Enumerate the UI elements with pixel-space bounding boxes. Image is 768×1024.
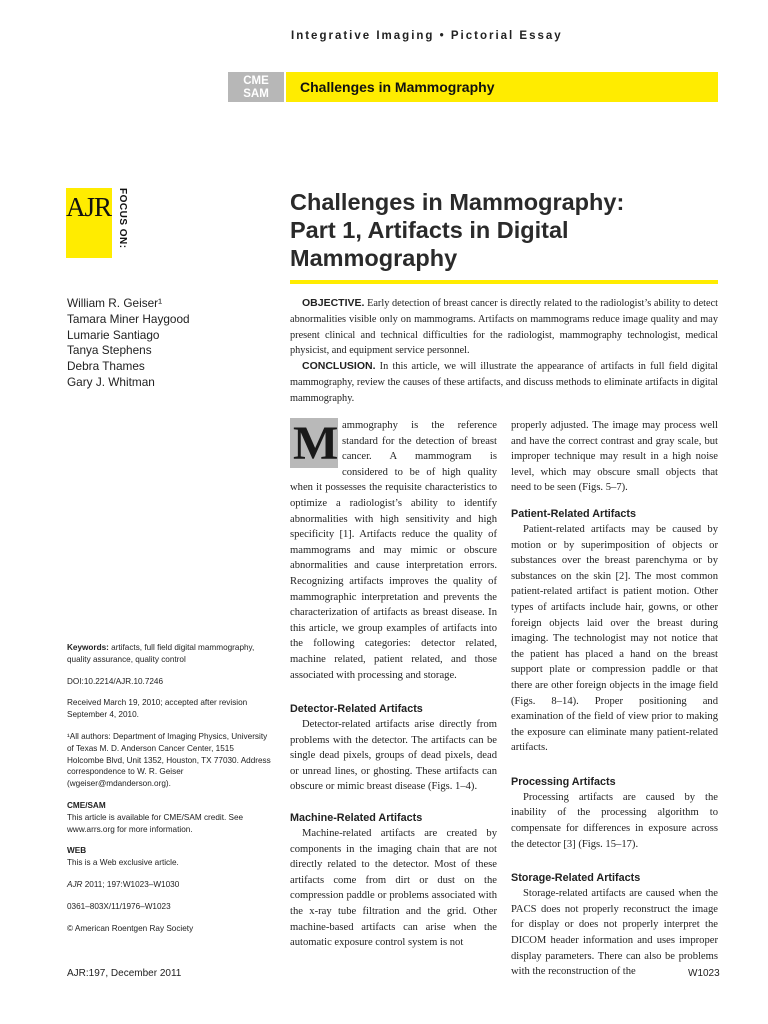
title-line-1: Challenges in Mammography: — [290, 189, 625, 215]
body-column-2 — [511, 418, 718, 980]
body-paragraph: properly adjusted. The image may process well and have the correct contrast and gray scale, but improper technique may result in a high noise level, which may obscure small objects that need to be seen (Figs. 5–7). — [511, 420, 718, 494]
section-heading: Patient-Related Artifacts — [511, 507, 636, 520]
author-name: Tanya Stephens — [67, 343, 152, 358]
body-paragraph: Detector-related artifacts arise directly from problems with the detector. The artifacts can be single dead pixels, groups of dead pixels, dead or unread lines, or ghosting. These artifacts can obscure or mimic breast disease (Figs. 1–4). — [290, 719, 497, 793]
title-line-3: Mammography — [290, 245, 458, 271]
cme-text: This article is available for CME/SAM credit. See www.arrs.org for more information. — [67, 812, 244, 834]
web-text: This is a Web exclusive article. — [67, 858, 179, 868]
keywords-label: Keywords: — [67, 643, 109, 652]
running-header: Integrative Imaging • Pictorial Essay — [291, 30, 563, 42]
body-paragraph: Machine-related artifacts are created by components in the imaging chain that are not directly related to the detector. Most of these artifacts come from dirt or dust on the compression paddle or problems associated with the x-ray tube filtration and the grid. Other machine-based artifacts can arise when the automatic exposure control system is not — [290, 828, 497, 949]
abstract-objective — [290, 296, 718, 359]
logo-focus-text: FOCUS ON: — [117, 188, 128, 249]
received-dates: Received March 19, 2010; accepted after revision September 4, 2010. — [67, 698, 248, 720]
citation — [67, 879, 272, 891]
keywords-text: artifacts, full field digital mammography, quality assurance, quality control — [67, 643, 255, 664]
issn: 0361–803X/11/1976–W1023 — [67, 901, 171, 911]
article-title — [290, 188, 720, 272]
copyright: © American Roentgen Ray Society — [67, 923, 194, 933]
citation-journal: AJR — [67, 879, 83, 889]
citation-details: 2011; 197:W1023–W1030 — [82, 879, 180, 889]
section-heading: Storage-Related Artifacts — [511, 872, 641, 885]
section-heading: Detector-Related Artifacts — [290, 703, 423, 716]
drop-cap-letter: M — [293, 417, 339, 470]
objective-label: OBJECTIVE. — [302, 297, 365, 309]
doi: DOI:10.2214/AJR.10.7246 — [67, 676, 164, 686]
author-name: Lumarie Santiago — [67, 327, 160, 342]
title-line-2: Part 1, Artifacts in Digital — [290, 217, 569, 243]
badge-line-1: CME — [243, 75, 269, 87]
body-paragraph: Storage-related artifacts are caused when the PACS does not properly reconstruct the image for display or does not properly interpret the DICOM header information and uses improper display parameters. There can also be problems with the reconstruction of the — [511, 888, 718, 978]
footer-journal-issue: AJR:197, December 2011 — [67, 968, 182, 979]
author-name: Debra Thames — [67, 359, 145, 374]
body-column-1 — [290, 418, 497, 951]
body-paragraph: Patient-related artifacts may be caused by motion or by superimposition of objects or substances over the breast parenchyma or by substances on the skin [2]. The most common patient-related artifact is patient motion. Other types of artifacts include hair, gowns, or other foreign objects laid over the breast during imaging. The technologist may not notice that the patient has placed a hand on the breast support plate or compression paddle or that there are other foreign objects in the image field (Figs. 8–14). Proper positioning and examination of the field of view prior to making the exposure can eliminate many patient-related artifacts. — [511, 523, 718, 754]
cme-sam-badge — [228, 72, 284, 102]
section-title: Challenges in Mammography — [300, 79, 495, 95]
author-name: Tamara Miner Haygood — [67, 311, 190, 326]
article-sidebar — [67, 642, 272, 944]
drop-cap-spacer — [290, 418, 342, 474]
cme-heading: CME/SAM — [67, 800, 106, 810]
web-heading: WEB — [67, 846, 87, 856]
section-banner — [286, 72, 718, 102]
author-list — [67, 296, 190, 391]
section-heading: Processing Artifacts — [511, 775, 616, 788]
abstract-conclusion — [290, 359, 718, 406]
section-heading: Machine-Related Artifacts — [290, 812, 423, 825]
title-rule — [290, 280, 718, 284]
intro-paragraph: ammography is the reference standard for the detection of breast cancer. A mammogram is considered to be of high quality when it possesses the requisite characteristics to optimize a radiologist’s ability to identify abnormalities with high sensitivity and high specificity [1]. Artifacts reduce the quality of mammograms and may mimic or obscure abnormalities and cause interpretation errors. Recognizing artifacts improves the quality of mammographic interpretation and prevents the characterization of artifacts as breast disease. In this article, we group examples of artifacts into the following categories: detector related, machine related, patient related, and those associated with processing and storage. — [290, 420, 497, 681]
abstract — [290, 296, 718, 407]
logo-ajr-text: AJR — [66, 192, 112, 222]
author-name: Gary J. Whitman — [67, 374, 155, 389]
ajr-focus-logo — [66, 188, 126, 260]
keywords — [67, 642, 272, 666]
badge-line-2: SAM — [243, 88, 269, 100]
conclusion-label: CONCLUSION. — [302, 360, 376, 373]
footer-page-number: W1023 — [688, 968, 720, 979]
body-paragraph: Processing artifacts are caused by the inability of the processing algorithm to compensate for differences in exposure across the detector [3] (Figs. 15–17). — [511, 791, 718, 850]
objective-text: Early detection of breast cancer is directly related to the radiologist’s ability to detect abnormalities visible only on mammograms. Artifacts on mammograms reduce image quality and may present clinical and technical difficulties for the radiologist, mammography technologist, medical physicist, and equipment service personnel. — [290, 298, 718, 357]
author-name: William R. Geiser¹ — [67, 296, 163, 310]
web-note — [67, 845, 272, 869]
conclusion-text: In this article, we will illustrate the appearance of artifacts in full field digital mammography, review the causes of these artifacts, and discuss methods to eliminate artifacts in digital mammography. — [290, 361, 718, 404]
cme-note — [67, 800, 272, 835]
affiliation: ¹All authors: Department of Imaging Physics, University of Texas M. D. Anderson Cancer Center, 1515 Holcombe Blvd, Unit 1352, Houston, TX 77030. Address correspondence to W. R. Geiser (wgeiser@mdanderson.org). — [67, 731, 271, 789]
